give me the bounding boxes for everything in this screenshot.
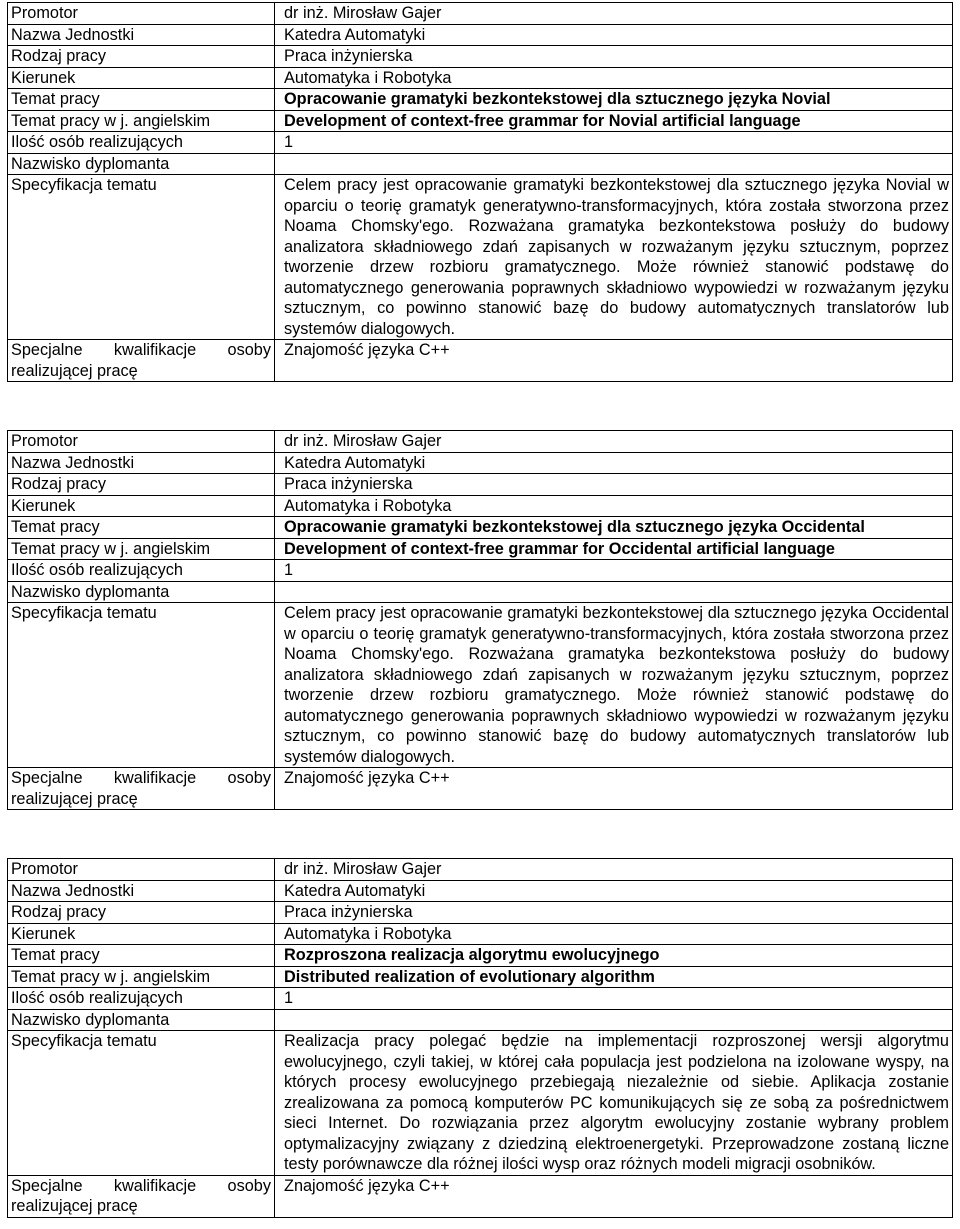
title-pl-row — [8, 517, 953, 539]
qualifications-label-line2: realizującej pracę — [11, 789, 138, 808]
thesis-table-2 — [7, 430, 953, 810]
qualifications-label-line2: realizującej pracę — [11, 1197, 138, 1215]
title-pl-value: Opracowanie gramatyki bezkontekstowej dla sztucznego języka Occidental — [275, 517, 953, 539]
spec-row — [8, 1031, 953, 1176]
spec-row — [8, 603, 953, 768]
direction-label: Kierunek — [8, 495, 275, 517]
type-label: Rodzaj pracy — [8, 902, 275, 924]
qualifications-label-line2: realizującej pracę — [11, 361, 138, 380]
title-pl-value: Rozproszona realizacja algorytmu ewolucyjnego — [275, 945, 953, 967]
qualifications-row — [8, 768, 953, 810]
count-row — [8, 988, 953, 1010]
student-value — [275, 153, 953, 175]
title-en-row — [8, 966, 953, 988]
qualifications-label — [8, 340, 275, 382]
qualifications-row — [8, 340, 953, 382]
student-row — [8, 153, 953, 175]
thesis-table-3 — [7, 858, 953, 1218]
unit-label: Nazwa Jednostki — [8, 452, 275, 474]
title-en-label: Temat pracy w j. angielskim — [8, 110, 275, 132]
unit-row — [8, 24, 953, 46]
student-label: Nazwisko dyplomanta — [8, 153, 275, 175]
title-en-row — [8, 538, 953, 560]
count-value: 1 — [275, 988, 953, 1010]
qualifications-value: Znajomość języka C++ — [275, 768, 953, 810]
qualifications-row — [8, 1175, 953, 1217]
title-en-label: Temat pracy w j. angielskim — [8, 966, 275, 988]
count-label: Ilość osób realizujących — [8, 988, 275, 1010]
count-value: 1 — [275, 560, 953, 582]
count-row — [8, 560, 953, 582]
promotor-row — [8, 859, 953, 881]
count-value: 1 — [275, 132, 953, 154]
unit-label: Nazwa Jednostki — [8, 880, 275, 902]
unit-row — [8, 452, 953, 474]
student-row — [8, 1009, 953, 1031]
title-en-value: Distributed realization of evolutionary algorithm — [275, 966, 953, 988]
title-en-value: Development of context-free grammar for Occidental artificial language — [275, 538, 953, 560]
spec-value: Celem pracy jest opracowanie gramatyki bezkontekstowej dla sztucznego języka Occidental w oparciu o teorię gramatyk generatywno-transformacyjnych, która została stworzona przez Noama Chomsky'ego. Rozważana gramatyka bezkontekstowa posłuży do budowy analizatora składniowego zdań zapisanych w rozważanym języku sztucznym, poprzez tworzenie drzew rozbioru gramatycznego. Może również stanowić podstawę do automatycznego generowania poprawnych składniowo wypowiedzi w rozważanym języku sztucznym, co powinno stanowić bazę do budowy automatycznych translatorów lub systemów dialogowych. — [275, 603, 953, 768]
promotor-value: dr inż. Mirosław Gajer — [275, 859, 953, 881]
title-pl-label: Temat pracy — [8, 89, 275, 111]
unit-value: Katedra Automatyki — [275, 24, 953, 46]
title-pl-label: Temat pracy — [8, 945, 275, 967]
promotor-value: dr inż. Mirosław Gajer — [275, 3, 953, 25]
unit-row — [8, 880, 953, 902]
qualifications-label — [8, 768, 275, 810]
type-row — [8, 46, 953, 68]
qualifications-label-line1: Specjalne kwalifikacje osoby — [11, 769, 271, 787]
qualifications-value: Znajomość języka C++ — [275, 340, 953, 382]
title-pl-label: Temat pracy — [8, 517, 275, 539]
spec-label: Specyfikacja tematu — [8, 603, 275, 768]
direction-row — [8, 67, 953, 89]
type-row — [8, 474, 953, 496]
promotor-row — [8, 431, 953, 453]
student-row — [8, 581, 953, 603]
student-label: Nazwisko dyplomanta — [8, 1009, 275, 1031]
unit-label: Nazwa Jednostki — [8, 24, 275, 46]
thesis-table-1 — [7, 2, 953, 382]
title-en-value: Development of context-free grammar for Novial artificial language — [275, 110, 953, 132]
title-pl-row — [8, 945, 953, 967]
type-value: Praca inżynierska — [275, 46, 953, 68]
promotor-row — [8, 3, 953, 25]
student-value — [275, 581, 953, 603]
promotor-label: Promotor — [8, 859, 275, 881]
count-label: Ilość osób realizujących — [8, 132, 275, 154]
promotor-label: Promotor — [8, 431, 275, 453]
direction-value: Automatyka i Robotyka — [275, 495, 953, 517]
type-label: Rodzaj pracy — [8, 46, 275, 68]
direction-row — [8, 495, 953, 517]
qualifications-value: Znajomość języka C++ — [275, 1175, 953, 1217]
type-value: Praca inżynierska — [275, 902, 953, 924]
qualifications-label-line1: Specjalne kwalifikacje osoby — [11, 1176, 271, 1195]
promotor-value: dr inż. Mirosław Gajer — [275, 431, 953, 453]
qualifications-label — [8, 1175, 275, 1217]
title-en-row — [8, 110, 953, 132]
direction-value: Automatyka i Robotyka — [275, 67, 953, 89]
spec-value: Realizacja pracy polegać będzie na implementacji rozproszonej wersji algorytmu ewolucyjnego, czyli takiej, w której cała populacja jest podzielona na izolowane wyspy, na których procesy ewolucyjnego przebiegają niezależnie od siebie. Aplikacja zostanie zrealizowana za pomocą komputerów PC komunikujących się ze sobą za pośrednictwem sieci Internet. Do rozwiązania przez algorytm ewolucyjny zostanie wybrany problem optymalizacyjny związany z dziedziną elektroenergetyki. Przeprowadzone zostaną liczne testy porównawcze dla różnej ilości wysp oraz różnych modeli migracji osobników. — [275, 1031, 953, 1176]
promotor-label: Promotor — [8, 3, 275, 25]
count-label: Ilość osób realizujących — [8, 560, 275, 582]
type-row — [8, 902, 953, 924]
count-row — [8, 132, 953, 154]
unit-value: Katedra Automatyki — [275, 452, 953, 474]
title-pl-row — [8, 89, 953, 111]
spec-label: Specyfikacja tematu — [8, 175, 275, 340]
direction-value: Automatyka i Robotyka — [275, 923, 953, 945]
qualifications-label-line1: Specjalne kwalifikacje osoby — [11, 341, 271, 359]
title-pl-value: Opracowanie gramatyki bezkontekstowej dla sztucznego języka Novial — [275, 89, 953, 111]
student-value — [275, 1009, 953, 1031]
spec-value: Celem pracy jest opracowanie gramatyki bezkontekstowej dla sztucznego języka Novial w oparciu o teorię gramatyk generatywno-transformacyjnych, która została stworzona przez Noama Chomsky'ego. Rozważana gramatyka bezkontekstowa posłuży do budowy analizatora składniowego zdań zapisanych w rozważanym języku sztucznym, poprzez tworzenie drzew rozbioru gramatycznego. Może również stanowić podstawę do automatycznego generowania poprawnych składniowo wypowiedzi w rozważanym języku sztucznym, co powinno stanowić bazę do budowy automatycznych translatorów lub systemów dialogowych. — [275, 175, 953, 340]
direction-row — [8, 923, 953, 945]
unit-value: Katedra Automatyki — [275, 880, 953, 902]
spec-label: Specyfikacja tematu — [8, 1031, 275, 1176]
spec-row — [8, 175, 953, 340]
direction-label: Kierunek — [8, 67, 275, 89]
direction-label: Kierunek — [8, 923, 275, 945]
student-label: Nazwisko dyplomanta — [8, 581, 275, 603]
type-value: Praca inżynierska — [275, 474, 953, 496]
type-label: Rodzaj pracy — [8, 474, 275, 496]
title-en-label: Temat pracy w j. angielskim — [8, 538, 275, 560]
